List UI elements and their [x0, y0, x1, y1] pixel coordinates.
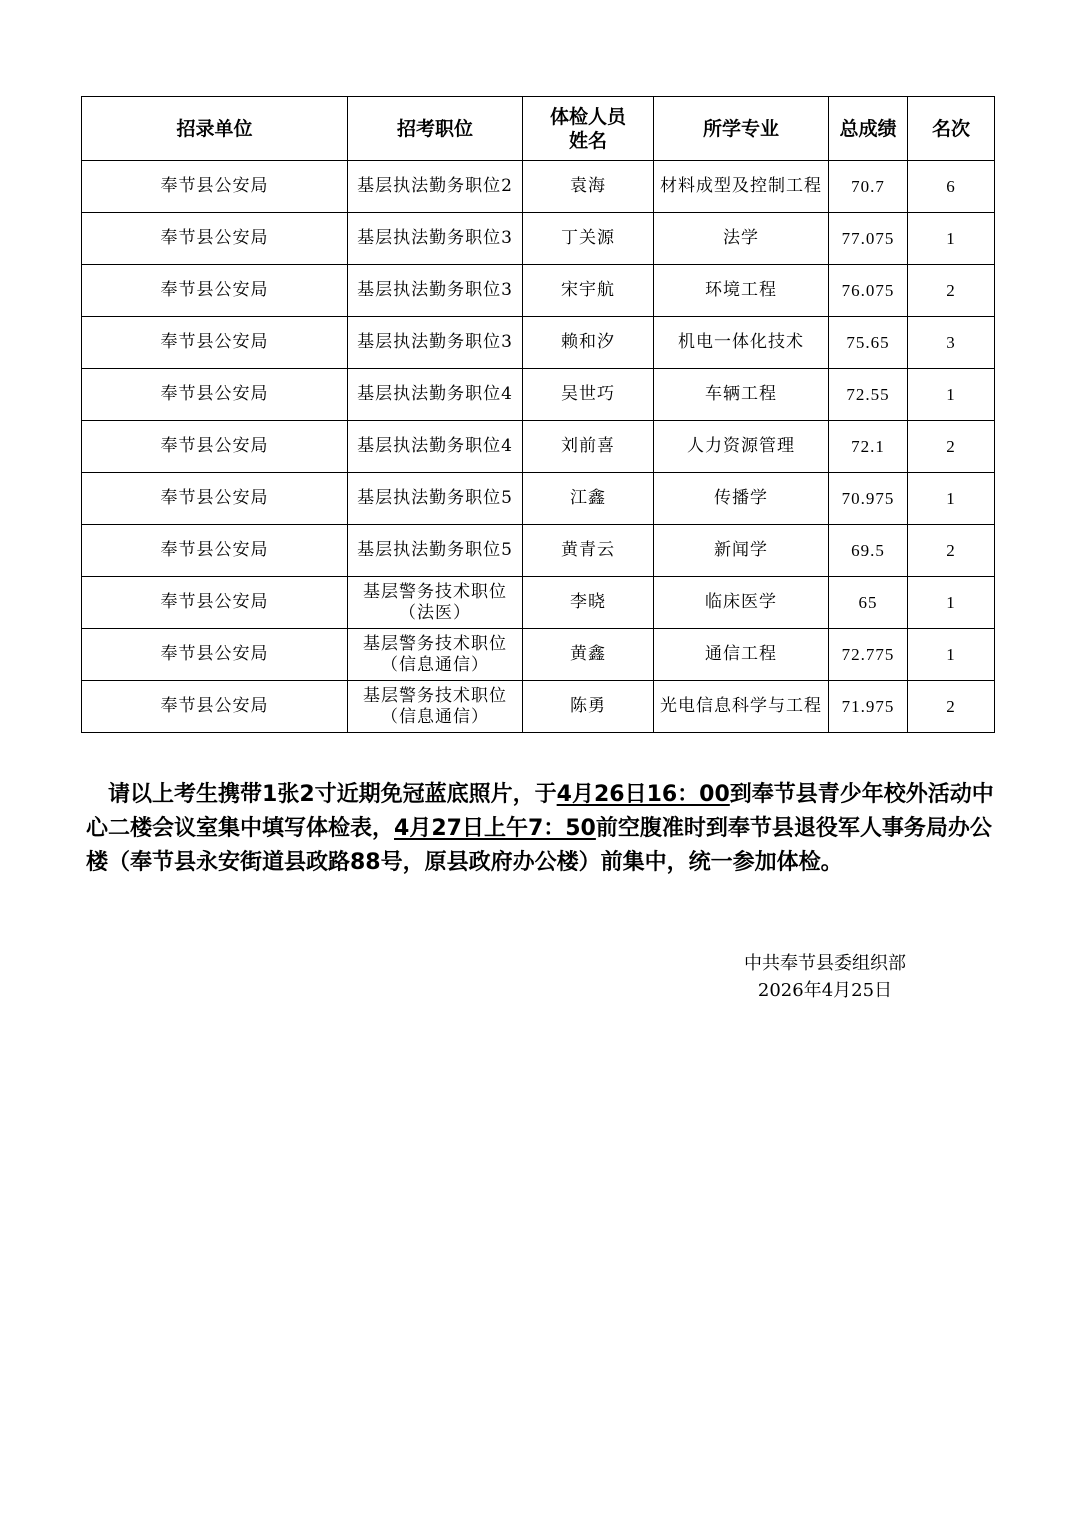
cell-major: 传播学 [654, 473, 829, 525]
cell-score: 75.65 [829, 317, 908, 369]
table-row [82, 577, 995, 629]
cell-score: 71.975 [829, 681, 908, 733]
cell-rank: 1 [908, 473, 995, 525]
cell-major: 临床医学 [654, 577, 829, 629]
table-body [82, 161, 995, 733]
table-row [82, 629, 995, 681]
table-row [82, 369, 995, 421]
cell-unit: 奉节县公安局 [82, 161, 348, 213]
cell-rank: 2 [908, 421, 995, 473]
cell-score: 70.975 [829, 473, 908, 525]
table-row [82, 317, 995, 369]
cell-score: 65 [829, 577, 908, 629]
cell-score: 69.5 [829, 525, 908, 577]
cell-position: 基层执法勤务职位3 [348, 213, 523, 265]
cell-score: 76.075 [829, 265, 908, 317]
cell-major: 法学 [654, 213, 829, 265]
notice-time-2: 4月27日上午7：50 [394, 816, 596, 841]
table-row [82, 473, 995, 525]
cell-unit: 奉节县公安局 [82, 369, 348, 421]
table-row [82, 421, 995, 473]
cell-name: 袁海 [523, 161, 654, 213]
signature-date: 2026年4月25日 [757, 980, 893, 1001]
header-major: 所学专业 [654, 97, 829, 161]
cell-position: 基层执法勤务职位2 [348, 161, 523, 213]
cell-major: 环境工程 [654, 265, 829, 317]
cell-score: 72.1 [829, 421, 908, 473]
notice-text-3: 前空腹准时到奉节县退役军人事务局办公楼（奉节县永安街道县政路88号，原县政府办公楼）前集中，统一参加体检。 [86, 816, 992, 875]
cell-rank: 1 [908, 629, 995, 681]
header-position: 招考职位 [348, 97, 523, 161]
cell-position: 基层警务技术职位（法医） [348, 577, 523, 629]
cell-name: 江鑫 [523, 473, 654, 525]
cell-name: 黄鑫 [523, 629, 654, 681]
cell-score: 72.55 [829, 369, 908, 421]
cell-position: 基层执法勤务职位5 [348, 525, 523, 577]
exam-roster-table [81, 96, 995, 733]
cell-name: 刘前喜 [523, 421, 654, 473]
cell-major: 材料成型及控制工程 [654, 161, 829, 213]
table-row [82, 681, 995, 733]
notice-text-1: 请以上考生携带1张2寸近期免冠蓝底照片，于 [108, 782, 557, 807]
exam-notice [86, 778, 996, 880]
cell-position: 基层警务技术职位（信息通信） [348, 629, 523, 681]
cell-score: 77.075 [829, 213, 908, 265]
cell-name: 李晓 [523, 577, 654, 629]
cell-score: 70.7 [829, 161, 908, 213]
cell-major: 人力资源管理 [654, 421, 829, 473]
cell-rank: 6 [908, 161, 995, 213]
cell-score: 72.775 [829, 629, 908, 681]
cell-position: 基层执法勤务职位4 [348, 421, 523, 473]
cell-name: 丁关源 [523, 213, 654, 265]
cell-position: 基层执法勤务职位5 [348, 473, 523, 525]
cell-rank: 2 [908, 525, 995, 577]
cell-name: 吴世巧 [523, 369, 654, 421]
cell-name: 黄青云 [523, 525, 654, 577]
table-row [82, 525, 995, 577]
cell-unit: 奉节县公安局 [82, 629, 348, 681]
cell-unit: 奉节县公安局 [82, 421, 348, 473]
cell-rank: 2 [908, 265, 995, 317]
cell-unit: 奉节县公安局 [82, 525, 348, 577]
table-row [82, 265, 995, 317]
cell-name: 赖和汐 [523, 317, 654, 369]
cell-unit: 奉节县公安局 [82, 577, 348, 629]
cell-unit: 奉节县公安局 [82, 213, 348, 265]
cell-major: 光电信息科学与工程 [654, 681, 829, 733]
header-score: 总成绩 [829, 97, 908, 161]
table-header-row [82, 97, 995, 161]
signature-block [700, 950, 950, 1004]
table-row [82, 161, 995, 213]
signature-org: 中共奉节县委组织部 [744, 953, 906, 974]
header-name: 体检人员 姓名 [523, 97, 654, 161]
header-rank: 名次 [908, 97, 995, 161]
cell-rank: 1 [908, 213, 995, 265]
cell-position: 基层执法勤务职位4 [348, 369, 523, 421]
table-row [82, 213, 995, 265]
cell-major: 机电一体化技术 [654, 317, 829, 369]
cell-major: 通信工程 [654, 629, 829, 681]
notice-text-2: 到奉节县青少年校外活动中心二楼会议室集中填写体检表， [86, 782, 994, 841]
cell-unit: 奉节县公安局 [82, 317, 348, 369]
cell-rank: 2 [908, 681, 995, 733]
cell-name: 陈勇 [523, 681, 654, 733]
cell-major: 车辆工程 [654, 369, 829, 421]
cell-position: 基层警务技术职位（信息通信） [348, 681, 523, 733]
cell-unit: 奉节县公安局 [82, 265, 348, 317]
cell-rank: 1 [908, 577, 995, 629]
cell-rank: 3 [908, 317, 995, 369]
cell-major: 新闻学 [654, 525, 829, 577]
header-unit: 招录单位 [82, 97, 348, 161]
cell-unit: 奉节县公安局 [82, 473, 348, 525]
cell-rank: 1 [908, 369, 995, 421]
notice-time-1: 4月26日16：00 [556, 782, 730, 807]
cell-position: 基层执法勤务职位3 [348, 265, 523, 317]
cell-name: 宋宇航 [523, 265, 654, 317]
cell-position: 基层执法勤务职位3 [348, 317, 523, 369]
cell-unit: 奉节县公安局 [82, 681, 348, 733]
